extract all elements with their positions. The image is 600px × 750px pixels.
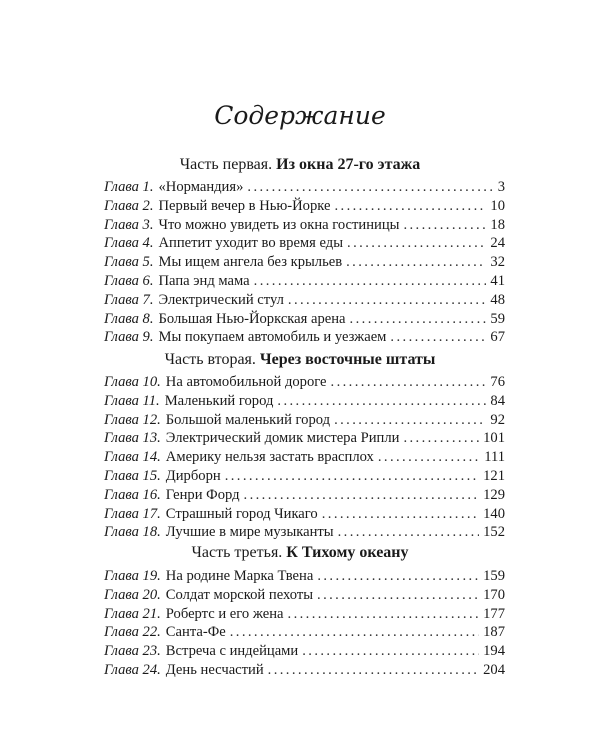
chapter-row[interactable] bbox=[104, 430, 505, 449]
chapter-row[interactable] bbox=[104, 487, 505, 506]
chapter-label: Глава 12. bbox=[104, 411, 161, 428]
chapter-row[interactable] bbox=[104, 179, 505, 198]
part-prefix: Часть первая. bbox=[179, 156, 273, 173]
chapter-label: Глава 8. bbox=[104, 310, 154, 327]
dot-leader bbox=[288, 292, 487, 309]
chapter-label: Глава 4. bbox=[104, 235, 154, 252]
chapter-title: Генри Форд bbox=[165, 486, 240, 503]
part-heading-3 bbox=[0, 544, 600, 562]
chapter-title: Мы покупаем автомобиль и уезжаем bbox=[158, 329, 387, 346]
part-heading-2 bbox=[0, 351, 600, 369]
page-number: 24 bbox=[490, 235, 505, 252]
dot-leader bbox=[347, 235, 486, 252]
chapter-list-part-3 bbox=[104, 568, 505, 681]
chapter-title: Санта-Фе bbox=[165, 624, 226, 641]
chapter-label: Глава 6. bbox=[104, 272, 154, 289]
chapter-row[interactable] bbox=[104, 311, 505, 330]
page-number: 18 bbox=[490, 216, 505, 233]
page-number: 10 bbox=[490, 197, 505, 214]
chapter-row[interactable] bbox=[104, 524, 505, 543]
chapter-row[interactable] bbox=[104, 292, 505, 311]
page-number: 41 bbox=[490, 272, 505, 289]
chapter-label: Глава 10. bbox=[104, 374, 161, 390]
chapter-title: Робертс и его жена bbox=[165, 605, 284, 622]
dot-leader bbox=[346, 254, 486, 271]
page-number: 170 bbox=[483, 586, 505, 603]
dot-leader bbox=[288, 606, 480, 623]
page-number: 187 bbox=[483, 624, 505, 641]
page-number: 129 bbox=[483, 486, 505, 503]
part-name: Через восточные штаты bbox=[259, 351, 436, 368]
chapter-title: Лучшие в мире музыканты bbox=[165, 524, 334, 541]
dot-leader bbox=[317, 587, 479, 604]
page-number: 67 bbox=[490, 329, 505, 346]
chapter-title: Америку нельзя застать врасплох bbox=[165, 449, 374, 466]
dot-leader bbox=[334, 412, 486, 429]
page-number: 92 bbox=[490, 411, 505, 428]
page-number: 152 bbox=[483, 524, 505, 541]
page-number: 204 bbox=[483, 661, 505, 678]
part-name: К Тихому океану bbox=[286, 544, 409, 561]
chapter-row[interactable] bbox=[104, 624, 505, 643]
dot-leader bbox=[244, 487, 480, 504]
dot-leader bbox=[247, 179, 493, 196]
dot-leader bbox=[334, 198, 486, 215]
chapter-row[interactable] bbox=[104, 273, 505, 292]
chapter-row[interactable] bbox=[104, 587, 505, 606]
chapter-row[interactable] bbox=[104, 393, 505, 412]
chapter-label: Глава 1. bbox=[104, 179, 154, 195]
dot-leader bbox=[378, 449, 480, 466]
dot-leader bbox=[390, 329, 486, 346]
chapter-title: Электрический стул bbox=[158, 291, 284, 308]
chapter-list-part-2 bbox=[104, 374, 505, 543]
dot-leader bbox=[225, 468, 479, 485]
chapter-title: День несчастий bbox=[165, 661, 264, 678]
chapter-label: Глава 11. bbox=[104, 392, 160, 409]
page-number: 177 bbox=[483, 605, 505, 622]
part-name: Из окна 27-го этажа bbox=[276, 156, 421, 173]
page-number: 3 bbox=[497, 179, 505, 195]
chapter-row[interactable] bbox=[104, 217, 505, 236]
chapter-row[interactable] bbox=[104, 606, 505, 625]
page-number: 59 bbox=[490, 310, 505, 327]
chapter-title: Большой маленький город bbox=[165, 411, 331, 428]
chapter-label: Глава 2. bbox=[104, 197, 154, 214]
dot-leader bbox=[268, 662, 479, 679]
chapter-label: Глава 24. bbox=[104, 661, 161, 678]
chapter-label: Глава 21. bbox=[104, 605, 161, 622]
page-number: 76 bbox=[490, 374, 505, 390]
chapter-title: На автомобильной дороге bbox=[165, 374, 327, 390]
page-number: 140 bbox=[483, 505, 505, 522]
chapter-row[interactable] bbox=[104, 568, 505, 587]
chapter-title: Маленький город bbox=[164, 392, 274, 409]
page-number: 159 bbox=[483, 568, 505, 584]
chapter-label: Глава 19. bbox=[104, 568, 161, 584]
part-prefix: Часть вторая. bbox=[164, 351, 256, 368]
dot-leader bbox=[230, 624, 479, 641]
part-heading-1 bbox=[0, 156, 600, 174]
chapter-row[interactable] bbox=[104, 643, 505, 662]
chapter-title: Аппетит уходит во время еды bbox=[158, 235, 344, 252]
dot-leader bbox=[403, 217, 486, 234]
chapter-row[interactable] bbox=[104, 329, 505, 348]
chapter-title: Что можно увидеть из окна гостиницы bbox=[158, 216, 400, 233]
dot-leader bbox=[277, 393, 486, 410]
chapter-row[interactable] bbox=[104, 449, 505, 468]
dot-leader bbox=[322, 506, 479, 523]
chapter-title: Страшный город Чикаго bbox=[165, 505, 318, 522]
page-number: 101 bbox=[483, 430, 505, 447]
page-number: 121 bbox=[483, 467, 505, 484]
dot-leader bbox=[254, 273, 487, 290]
page-number: 111 bbox=[484, 449, 505, 466]
chapter-label: Глава 18. bbox=[104, 524, 161, 541]
chapter-label: Глава 7. bbox=[104, 291, 154, 308]
chapter-label: Глава 16. bbox=[104, 486, 161, 503]
chapter-list-part-1 bbox=[104, 179, 505, 348]
chapter-title: Мы ищем ангела без крыльев bbox=[158, 254, 343, 271]
chapter-title: Встреча с индейцами bbox=[165, 643, 299, 660]
chapter-title: Первый вечер в Нью-Йорке bbox=[158, 197, 331, 214]
dot-leader bbox=[302, 643, 479, 660]
dot-leader bbox=[338, 524, 480, 541]
chapter-row[interactable] bbox=[104, 662, 505, 681]
page-number: 194 bbox=[483, 643, 505, 660]
chapter-label: Глава 22. bbox=[104, 624, 161, 641]
chapter-row[interactable] bbox=[104, 412, 505, 431]
chapter-row[interactable] bbox=[104, 506, 505, 525]
part-prefix: Часть третья. bbox=[191, 544, 283, 561]
dot-leader bbox=[331, 374, 487, 391]
chapter-label: Глава 15. bbox=[104, 467, 161, 484]
dot-leader bbox=[317, 568, 479, 585]
chapter-row[interactable] bbox=[104, 254, 505, 273]
page-number: 48 bbox=[490, 291, 505, 308]
dot-leader bbox=[350, 311, 487, 328]
chapter-title: На родине Марка Твена bbox=[165, 568, 314, 584]
chapter-row[interactable] bbox=[104, 374, 505, 393]
chapter-label: Глава 9. bbox=[104, 329, 154, 346]
page-title: Содержание bbox=[214, 101, 386, 130]
chapter-label: Глава 13. bbox=[104, 430, 161, 447]
chapter-row[interactable] bbox=[104, 235, 505, 254]
chapter-title: Папа энд мама bbox=[158, 272, 250, 289]
chapter-title: Электрический домик мистера Рипли bbox=[165, 430, 400, 447]
chapter-label: Глава 20. bbox=[104, 586, 161, 603]
chapter-label: Глава 17. bbox=[104, 505, 161, 522]
chapter-row[interactable] bbox=[104, 468, 505, 487]
dot-leader bbox=[403, 430, 479, 447]
chapter-title: «Нормандия» bbox=[158, 179, 244, 195]
chapter-row[interactable] bbox=[104, 198, 505, 217]
chapter-title: Дирборн bbox=[165, 467, 221, 484]
page-number: 32 bbox=[490, 254, 505, 271]
chapter-label: Глава 5. bbox=[104, 254, 154, 271]
chapter-title: Солдат морской пехоты bbox=[165, 586, 314, 603]
chapter-label: Глава 23. bbox=[104, 643, 161, 660]
chapter-label: Глава 3. bbox=[104, 216, 154, 233]
chapter-title: Большая Нью-Йоркская арена bbox=[158, 310, 346, 327]
page-number: 84 bbox=[490, 392, 505, 409]
chapter-label: Глава 14. bbox=[104, 449, 161, 466]
